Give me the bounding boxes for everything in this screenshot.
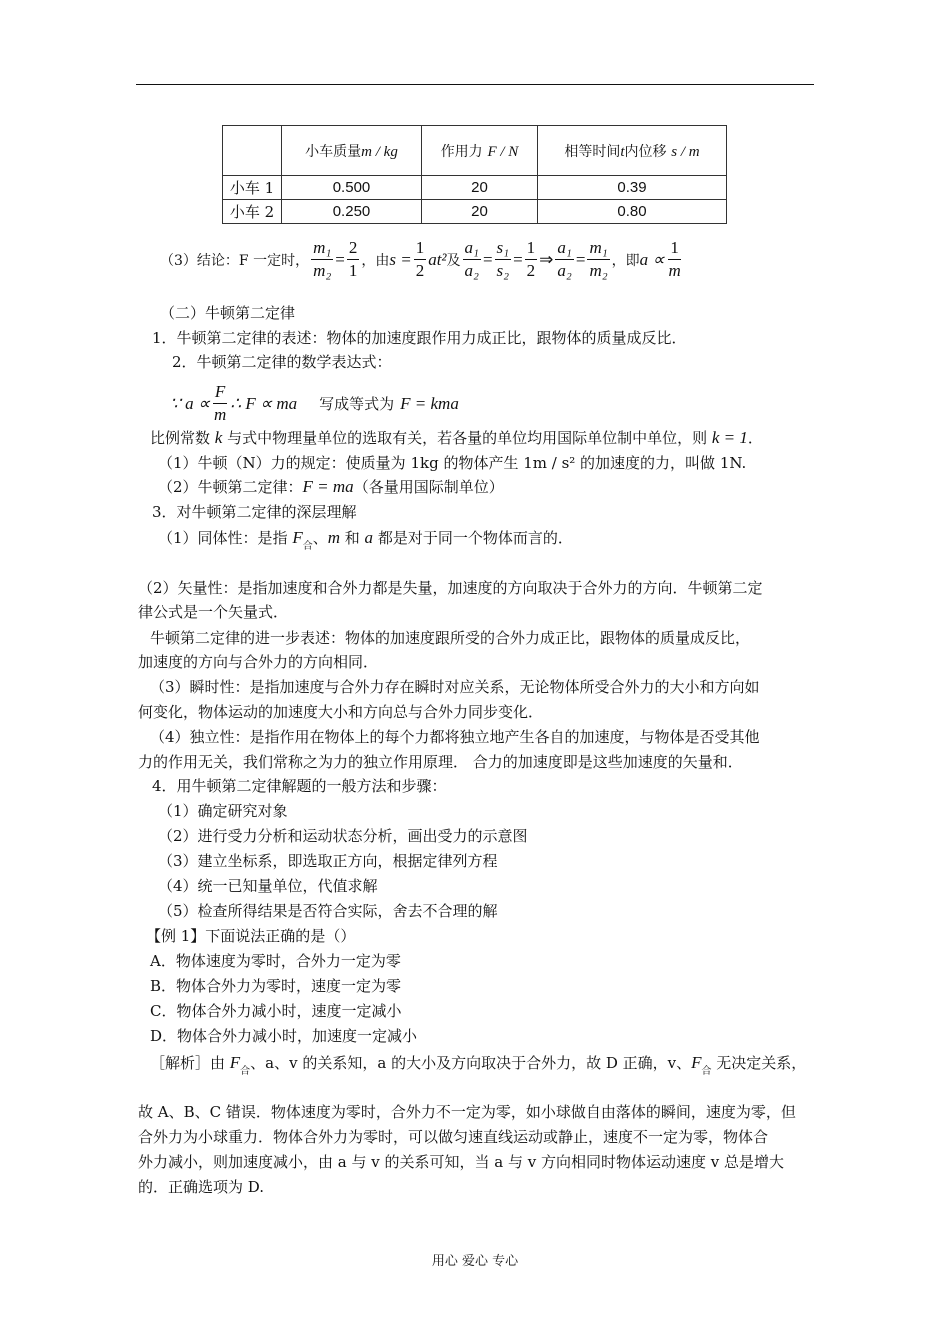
- table-cell-force: 20: [422, 200, 538, 224]
- example-title: 【例 1】下面说法正确的是（）: [146, 927, 356, 945]
- analysis-line: 故 A、B、C 错误．物体速度为零时，合外力不一定为零，如小球做自由落体的瞬间，速度为零，但: [138, 1103, 796, 1121]
- newton-definition: （1）牛顿（N）力的规定：使质量为 1kg 的物体产生 1m / s² 的加速度的力，叫做 1N.: [158, 454, 747, 472]
- fraction-a1-a2: $\frac{\text{a₁}}{\text{a₂}}$: [464, 238, 479, 280]
- further-line: 加速度的方向与合外力的方向相同．: [138, 653, 379, 671]
- analysis-line: 合外力为小球重力．物体合外力为零时，可以做匀速直线运动或静止，速度不一定为零，物体合: [138, 1128, 769, 1146]
- item-3: 3．对牛顿第二定律的深层理解: [152, 503, 357, 521]
- analysis-line: 外力减小，则加速度减小，由 a 与 v 的关系可知，当 a 与 v 方向相同时物体运动速度 v 总是增大: [138, 1153, 784, 1171]
- vector-line: 律公式是一个矢量式．: [138, 603, 289, 621]
- independence-line: （4）独立性：是指作用在物体上的每个力都将独立地产生各自的加速度，与物体是否受其他: [150, 728, 760, 746]
- fraction-a1-a2-2: $\frac{\text{a₁}}{\text{a₂}}$: [557, 238, 572, 280]
- table-header-empty: [223, 126, 282, 176]
- further-line: 牛顿第二定律的进一步表述：物体的加速度跟所受的合外力成正比，跟物体的质量成反比，: [150, 629, 751, 647]
- section-title: （二）牛顿第二定律: [160, 304, 296, 322]
- analysis-line: 的．正确选项为 D.: [138, 1178, 265, 1196]
- option-b: B．物体合外力为零时，速度一定为零: [150, 977, 402, 995]
- item-2: 2．牛顿第二定律的数学表达式：: [172, 353, 392, 371]
- same-body-line: （1）同体性：是指 $F_合$、m 和 a 都是对于同一个物体而言的．: [158, 528, 573, 552]
- table-cell-displacement: 0.39: [538, 176, 727, 200]
- header-rule: [136, 84, 814, 85]
- fraction-1-2: $\frac{1}{2}$: [526, 238, 536, 280]
- table-row: [223, 176, 727, 200]
- table-row: [223, 200, 727, 224]
- table-cell-mass: 0.500: [282, 176, 422, 200]
- fraction-m1-m2: $\frac{\text{m₁}}{\text{m₂}}$: [313, 238, 332, 280]
- item-4: 4．用牛顿第二定律解题的一般方法和步骤：: [152, 777, 447, 795]
- step-item: （5）检查所得结果是否符合实际，舍去不合理的解: [158, 902, 498, 920]
- table-cell-name: 小车 1: [223, 176, 282, 200]
- table-cell-force: 20: [422, 176, 538, 200]
- conclusion-line: （3）结论：F 一定时， $\frac{\text{m₁}}{\text{m₂}}$ = $\frac{2}{1}$ ，由 s = $\frac{1}{2}$ at² 及 $\frac{\text{a₁}}{\text{a₂}}$ = $\frac{\text{s₁}}{\text{s₂}}$ = $\frac{1}{2}$ ⇒ $\frac{\text{a₁}}{\text{a₂}}$ = $\frac{\text{m₁}}{\text{m₂}}$ ，即 a ∝ $\frac{1}{m}$: [160, 238, 681, 280]
- option-c: C．物体合外力减小时，速度一定减小: [150, 1002, 402, 1020]
- law2-line: （2）牛顿第二定律：F = ma（各量用国际制单位）: [158, 477, 504, 496]
- step-item: （4）统一已知量单位，代值求解: [158, 877, 378, 895]
- step-item: （2）进行受力分析和运动状态分析，画出受力的示意图: [158, 827, 528, 845]
- vector-line: （2）矢量性：是指加速度和合外力都是失量，加速度的方向取决于合外力的方向．牛顿第二定: [138, 579, 763, 597]
- table-header-displacement: 相等时间t内位移 s / m: [538, 126, 727, 176]
- step-item: （1）确定研究对象: [158, 802, 288, 820]
- independence-line: 力的作用无关，我们常称之为力的独立作用原理． 合力的加速度即是这些加速度的矢量和．: [138, 753, 743, 771]
- option-a: A．物体速度为零时，合外力一定为零: [150, 952, 401, 970]
- table-header-row: [223, 126, 727, 176]
- fraction-2-1: $\frac{2}{1}$: [348, 238, 358, 280]
- table-cell-displacement: 0.80: [538, 200, 727, 224]
- fraction-s1-s2: $\frac{\text{s₁}}{\text{s₂}}$: [496, 238, 510, 280]
- option-d: D．物体合外力减小时，加速度一定减小: [150, 1027, 418, 1045]
- analysis-first-line: ［解析］由 $F_合$、a、v 的关系知，a 的大小及方向取决于合外力，故 D 正确，v、$F_合$ 无决定关系，: [150, 1053, 807, 1077]
- table-header-force: 作用力 F / N: [422, 126, 538, 176]
- step-item: （3）建立坐标系，即选取正方向，根据定律列方程: [158, 852, 498, 870]
- page-footer: 用心 爱心 专心: [431, 1254, 519, 1269]
- k-line: 比例常数 k 与式中物理量单位的选取有关，若各量的单位均用国际单位制中单位，则 k = 1．: [150, 428, 763, 447]
- table-header-mass: 小车质量m / kg: [282, 126, 422, 176]
- fraction-F-m: $\frac{F}{m}$: [213, 382, 227, 424]
- instant-line: （3）瞬时性：是指加速度与合外力存在瞬时对应关系，无论物体所受合外力的大小和方向如: [150, 678, 760, 696]
- item-1: 1．牛顿第二定律的表述：物体的加速度跟作用力成正比，跟物体的质量成反比．: [152, 329, 687, 347]
- instant-line: 何变化，物体运动的加速度大小和方向总与合外力同步变化．: [138, 703, 544, 721]
- expression-formula: ∵ a ∝ $\frac{F}{m}$ ∴ F ∝ ma 写成等式为 F = kma: [170, 382, 459, 424]
- fraction-m1-m2-2: $\frac{\text{m₁}}{\text{m₂}}$: [589, 238, 608, 280]
- table-cell-name: 小车 2: [223, 200, 282, 224]
- data-table: [222, 125, 727, 224]
- table-cell-mass: 0.250: [282, 200, 422, 224]
- fraction-half: $\frac{1}{2}$: [415, 238, 425, 280]
- fraction-1-m: $\frac{1}{m}$: [668, 238, 681, 280]
